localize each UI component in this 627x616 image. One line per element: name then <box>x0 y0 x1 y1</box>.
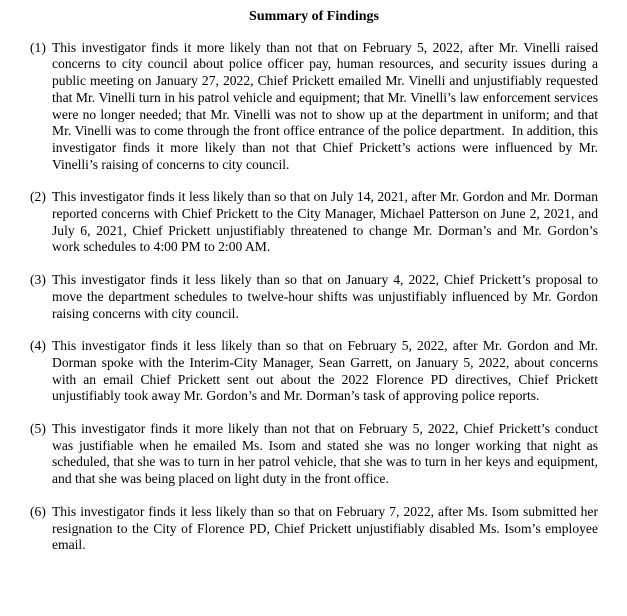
finding-number-5: (5) <box>30 421 46 437</box>
finding-item-6 <box>30 504 598 554</box>
page-title: Summary of Findings <box>249 9 379 24</box>
finding-item-2 <box>30 189 598 256</box>
finding-text-1: This investigator finds it more likely than not that on February 5, 2022, after Mr. Vinelli raised concerns to city council about police officer pay, human resources, and security issues during a public meeting on January 27, 2022, Chief Prickett emailed Mr. Vinelli and unjustifiably requested that Mr. Vinelli turn in his patrol vehicle and equipment; that Mr. Vinelli’s law enforcement services were no longer needed; that Mr. Vinelli was not to show up at the department in uniform; and that Mr. Vinelli was to come through the front office entrance of the police department. In addition, this investigator finds it more likely than not that Chief Prickett’s actions were influenced by Mr. Vinelli’s raising of concerns to city council. <box>52 39 598 172</box>
finding-number-1: (1) <box>30 39 46 55</box>
finding-number-2: (2) <box>30 189 46 205</box>
findings-list <box>30 40 598 554</box>
finding-item-5 <box>30 421 598 488</box>
finding-text-6: This investigator finds it less likely than so that on February 7, 2022, after Ms. Isom submitted her resignation to the City of Florence PD, Chief Prickett unjustifiably disabled Ms. Isom’s employee email. <box>52 503 598 553</box>
finding-text-2: This investigator finds it less likely than so that on July 14, 2021, after Mr. Gordon and Mr. Dorman reported concerns with Chief Prickett to the City Manager, Michael Patterson on June 2, 2021, and July 6, 2021, Chief Prickett unjustifiably threatened to change Mr. Dorman’s and Mr. Gordon’s work schedules to 4:00 PM to 2:00 AM. <box>52 189 598 255</box>
finding-text-5: This investigator finds it more likely than not that on February 5, 2022, Chief Prickett’s conduct was justifiable when he emailed Ms. Isom and stated she was no longer working that night as scheduled, that she was to turn in her patrol vehicle, that she was to turn in her keys and equipment, and that she was being placed on light duty in the front office. <box>52 421 598 487</box>
finding-number-4: (4) <box>30 338 46 354</box>
finding-number-3: (3) <box>30 272 46 288</box>
finding-number-6: (6) <box>30 503 46 519</box>
finding-item-1 <box>30 40 598 174</box>
finding-text-3: This investigator finds it less likely than so that on January 4, 2022, Chief Prickett’s proposal to move the department schedules to twelve-hour shifts was unjustifiably influenced by Mr. Gordon raising concerns with city council. <box>52 272 598 321</box>
finding-text-4: This investigator finds it less likely than so that on February 5, 2022, after Mr. Gordon and Mr. Dorman spoke with the Interim-City Manager, Sean Garrett, on January 5, 2022, about concerns with an email Chief Prickett sent out about the 2022 Florence PD directives, Chief Prickett unjustifiably took away Mr. Gordon’s and Mr. Dorman’s task of approving police reports. <box>52 338 598 404</box>
finding-item-4 <box>30 338 598 405</box>
finding-item-3 <box>30 272 598 322</box>
